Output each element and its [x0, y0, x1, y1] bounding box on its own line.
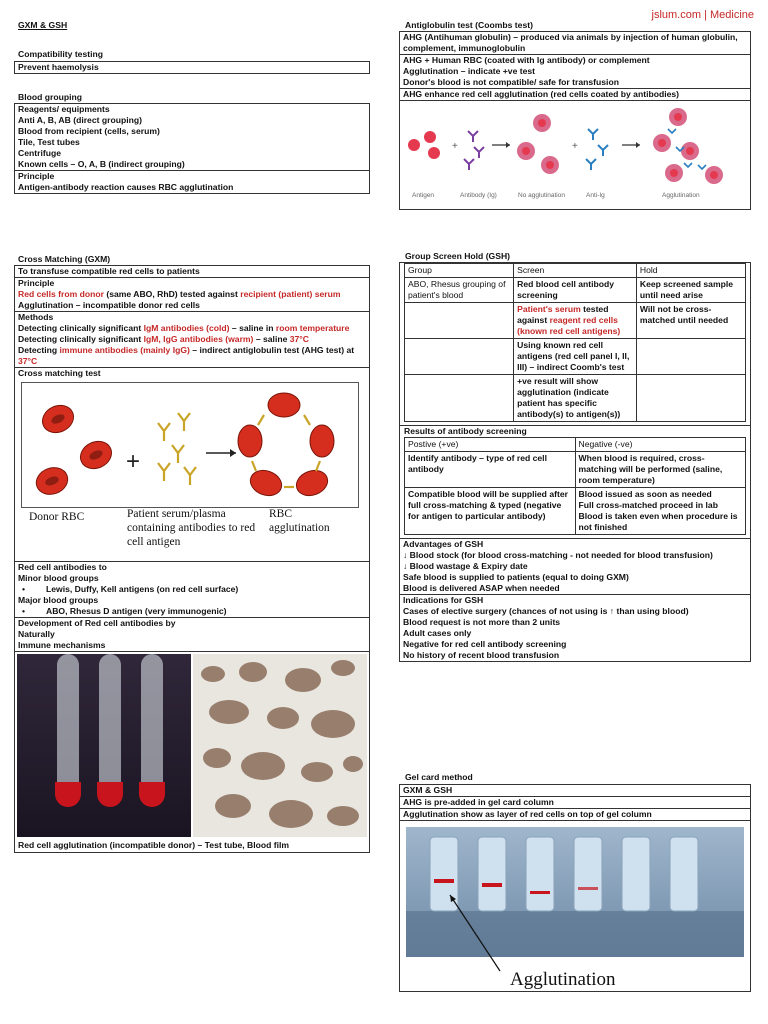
gel-card-image: [400, 821, 750, 991]
text-red: IgM antibodies (cold): [143, 323, 230, 333]
table-cell: [636, 375, 745, 422]
table-row: [405, 488, 746, 535]
coombs-label-antibody: Antibody (Ig): [460, 192, 497, 199]
coombs-figure: [400, 101, 750, 209]
advantages-cell: [400, 539, 750, 595]
text: (same ABO, RhD) tested against: [103, 289, 241, 299]
table-cell: Will not be cross-matched until needed: [636, 303, 745, 339]
blood-film-photo: [193, 654, 367, 837]
text-red: immune antibodies (mainly IgG): [59, 345, 190, 355]
antibodies-cell: [15, 562, 369, 618]
text: Detecting clinically significant: [18, 323, 144, 333]
results-table: [404, 437, 746, 535]
table-cell: Red blood cell antibody screening: [514, 278, 637, 303]
coombs-line: Donor's blood is not compatible/ safe for transfusion: [403, 77, 619, 87]
reagents-cell: [15, 104, 369, 171]
reagent-line: Anti A, B, AB (direct grouping): [18, 115, 142, 125]
fig-donor-label: Donor RBC: [29, 511, 85, 523]
advantages-line: Safe blood is supplied to patients (equal to doing GXM): [403, 572, 629, 582]
gsh-header-group: Group: [405, 264, 514, 278]
page-title: GXM & GSH: [18, 20, 68, 30]
table-cell: [405, 339, 514, 375]
results-cell: [400, 426, 750, 539]
text-red: Red cells from donor: [18, 289, 104, 299]
reagents-heading: Reagents/ equipments: [18, 104, 110, 114]
indications-line: Cases of elective surgery (chances of not using is ↑ than using blood): [403, 606, 689, 616]
antibodies-bullet: • ABO, Rhesus D antigen (very immunogenic): [18, 606, 366, 617]
text: Detecting clinically significant: [18, 334, 144, 344]
reagent-line: Blood from recipient (cells, serum): [18, 126, 160, 136]
table-cell: Identify antibody – type of red cell antibody: [405, 452, 576, 488]
coombs-line: AHG + Human RBC (coated with Ig antibody) or complement: [403, 55, 650, 65]
table-cell: When blood is required, cross-matching will be performed (saline, room temperature): [575, 452, 746, 488]
results-header-positive: Postive (+ve): [405, 438, 576, 452]
antibodies-heading: Red cell antibodies to: [18, 562, 107, 572]
table-cell: [405, 303, 514, 339]
development-line: Immune mechanisms: [18, 640, 106, 650]
table-row: [405, 278, 746, 303]
coombs-line: Agglutination – indicate +ve test: [403, 66, 536, 76]
principle-cell: [15, 171, 369, 193]
table-cell: +ve result will show agglutination (indicate patient has specific antibody(s) to antigen(s)): [514, 375, 637, 422]
gsh-table-cell: [400, 263, 750, 426]
grouping-title: Blood grouping: [18, 92, 82, 102]
text-red: Patient's serum: [517, 304, 581, 314]
method-line: [18, 334, 366, 345]
site-header[interactable]: jslum.com | Medicine: [651, 9, 754, 21]
principle-heading: Principle: [18, 171, 55, 181]
coombs-label-agg: Agglutination: [662, 192, 700, 199]
text: tested against: [517, 304, 609, 325]
cross-match-figure-cell: [15, 368, 369, 562]
text: – indirect antiglobulin test (AHG test) at: [189, 345, 355, 355]
cross-match-diagram: [22, 383, 358, 507]
gxm-methods: [15, 312, 369, 368]
coombs-row-2: [400, 55, 750, 89]
photos-caption: Red cell agglutination (incompatible donor) – Test tube, Blood film: [18, 840, 290, 850]
table-cell: [636, 339, 745, 375]
text-red: 37°C: [18, 356, 38, 366]
gel-row: GXM & GSH: [400, 785, 750, 797]
fig-rbc-label: RBC agglutination: [269, 508, 330, 534]
grouping-box: [14, 103, 370, 194]
text: – saline in: [229, 323, 276, 333]
blood-film-image: [193, 654, 367, 837]
reagent-line: Tile, Test tubes: [18, 137, 80, 147]
advantages-line: ↓ Blood wastage & Expiry date: [403, 561, 528, 571]
table-row: [405, 452, 746, 488]
text: – saline: [253, 334, 290, 344]
development-cell: [15, 618, 369, 652]
table-cell: [514, 303, 637, 339]
gxm-row-1: To transfuse compatible red cells to patients: [15, 266, 369, 278]
results-heading: Results of antibody screening: [404, 426, 527, 436]
principle-line: Antigen-antibody reaction causes RBC agglutination: [18, 182, 234, 192]
coombs-row-1: AHG (Antihuman globulin) – produced via animals by injection of human globulin, complement, immunoglobulin: [400, 32, 750, 55]
coombs-label-noagg: No agglutination: [518, 192, 565, 199]
text: Detecting: [18, 345, 60, 355]
table-row: [405, 375, 746, 422]
table-cell: Blood issued as soon as needed Full cross-matched proceed in lab Blood is taken even when procedure is not finished: [575, 488, 746, 535]
fig-patient-label: Patient serum/plasma containing antibodies to red cell antigen: [127, 508, 256, 548]
coombs-diagram: [400, 101, 750, 209]
gsh-box: [399, 262, 751, 662]
gxm-principle-line: Agglutination – incompatible donor red cells: [18, 300, 200, 310]
development-line: Naturally: [18, 629, 55, 639]
coombs-title: Antiglobulin test (Coombs test): [405, 20, 533, 30]
text-red: 37°C: [289, 334, 309, 344]
table-cell: ABO, Rhesus grouping of patient's blood: [405, 278, 514, 303]
svg-text:+: +: [452, 141, 458, 152]
gxm-title: Cross Matching (GXM): [18, 254, 111, 264]
antibodies-line: Major blood groups: [18, 595, 99, 605]
reagent-line: Centrifuge: [18, 148, 61, 158]
table-row: [405, 438, 746, 452]
method-line: [18, 345, 366, 367]
antibodies-line: Minor blood groups: [18, 573, 99, 583]
indications-heading: Indications for GSH: [403, 595, 484, 605]
compat-title: Compatibility testing: [18, 49, 103, 59]
cross-match-title: Cross matching test: [18, 368, 101, 378]
indications-line: Adult cases only: [403, 628, 472, 638]
gxm-principle-heading: Principle: [18, 278, 55, 288]
indications-cell: [400, 595, 750, 661]
development-heading: Development of Red cell antibodies by: [18, 618, 176, 628]
coombs-box: [399, 31, 751, 210]
advantages-line: ↓ Blood stock (for blood cross-matching - not needed for blood transfusion): [403, 550, 713, 560]
cross-match-frame: [21, 382, 359, 508]
table-row: [405, 303, 746, 339]
svg-text:+: +: [126, 448, 141, 475]
gxm-box: [14, 265, 370, 853]
svg-text:+: +: [572, 141, 578, 152]
text-red: room temperature: [275, 323, 350, 333]
gxm-principle-line: [18, 289, 366, 300]
advantages-line: Blood is delivered ASAP when needed: [403, 583, 560, 593]
indications-line: No history of recent blood transfusion: [403, 650, 560, 660]
gsh-header-screen: Screen: [514, 264, 637, 278]
test-tubes-image: [17, 654, 191, 837]
gel-title: Gel card method: [405, 772, 473, 782]
antibodies-bullet: • Lewis, Duffy, Kell antigens (on red cell surface): [18, 584, 366, 595]
text-red: IgM, IgG antibodies (warm): [143, 334, 254, 344]
gsh-table: [404, 263, 746, 422]
gxm-principle: [15, 278, 369, 312]
methods-heading: Methods: [18, 312, 54, 322]
coombs-label-antiig: Anti-Ig: [586, 192, 605, 199]
gel-figure: [400, 821, 750, 991]
gsh-header-hold: Hold: [636, 264, 745, 278]
compat-row: Prevent haemolysis: [18, 62, 99, 72]
gel-row: AHG is pre-added in gel card column: [400, 797, 750, 809]
coombs-label-antigen: Antigen: [412, 192, 435, 199]
compat-box: [14, 61, 370, 74]
table-cell: Compatible blood will be supplied after full cross-matching & typed (negative for antigen to particular antibody): [405, 488, 576, 535]
text-red: reagent red cells (known red cell antigens): [517, 315, 621, 336]
results-header-negative: Negative (-ve): [575, 438, 746, 452]
gel-box: [399, 784, 751, 992]
gsh-title: Group Screen Hold (GSH): [405, 251, 511, 261]
indications-line: Negative for red cell antibody screening: [403, 639, 567, 649]
indications-line: Blood request is not more than 2 units: [403, 617, 561, 627]
table-cell: Using known red cell antigens (red cell panel I, II, III) – indirect Coomb's test: [514, 339, 637, 375]
text-red: recipient (patient) serum: [240, 289, 341, 299]
table-row: [405, 339, 746, 375]
agglutination-photos: [15, 652, 369, 852]
method-line: [18, 323, 366, 334]
table-cell: [405, 375, 514, 422]
reagent-line: Known cells – O, A, B (indirect grouping): [18, 159, 185, 169]
gel-row: Agglutination show as layer of red cells on top of gel column: [400, 809, 750, 821]
table-cell: Keep screened sample until need arise: [636, 278, 745, 303]
advantages-heading: Advantages of GSH: [403, 539, 484, 549]
gel-agglutination-label: Agglutination: [510, 969, 616, 990]
coombs-row-3: AHG enhance red cell agglutination (red cells coated by antibodies): [400, 89, 750, 101]
table-row: [405, 264, 746, 278]
test-tube-photo: [17, 654, 191, 837]
